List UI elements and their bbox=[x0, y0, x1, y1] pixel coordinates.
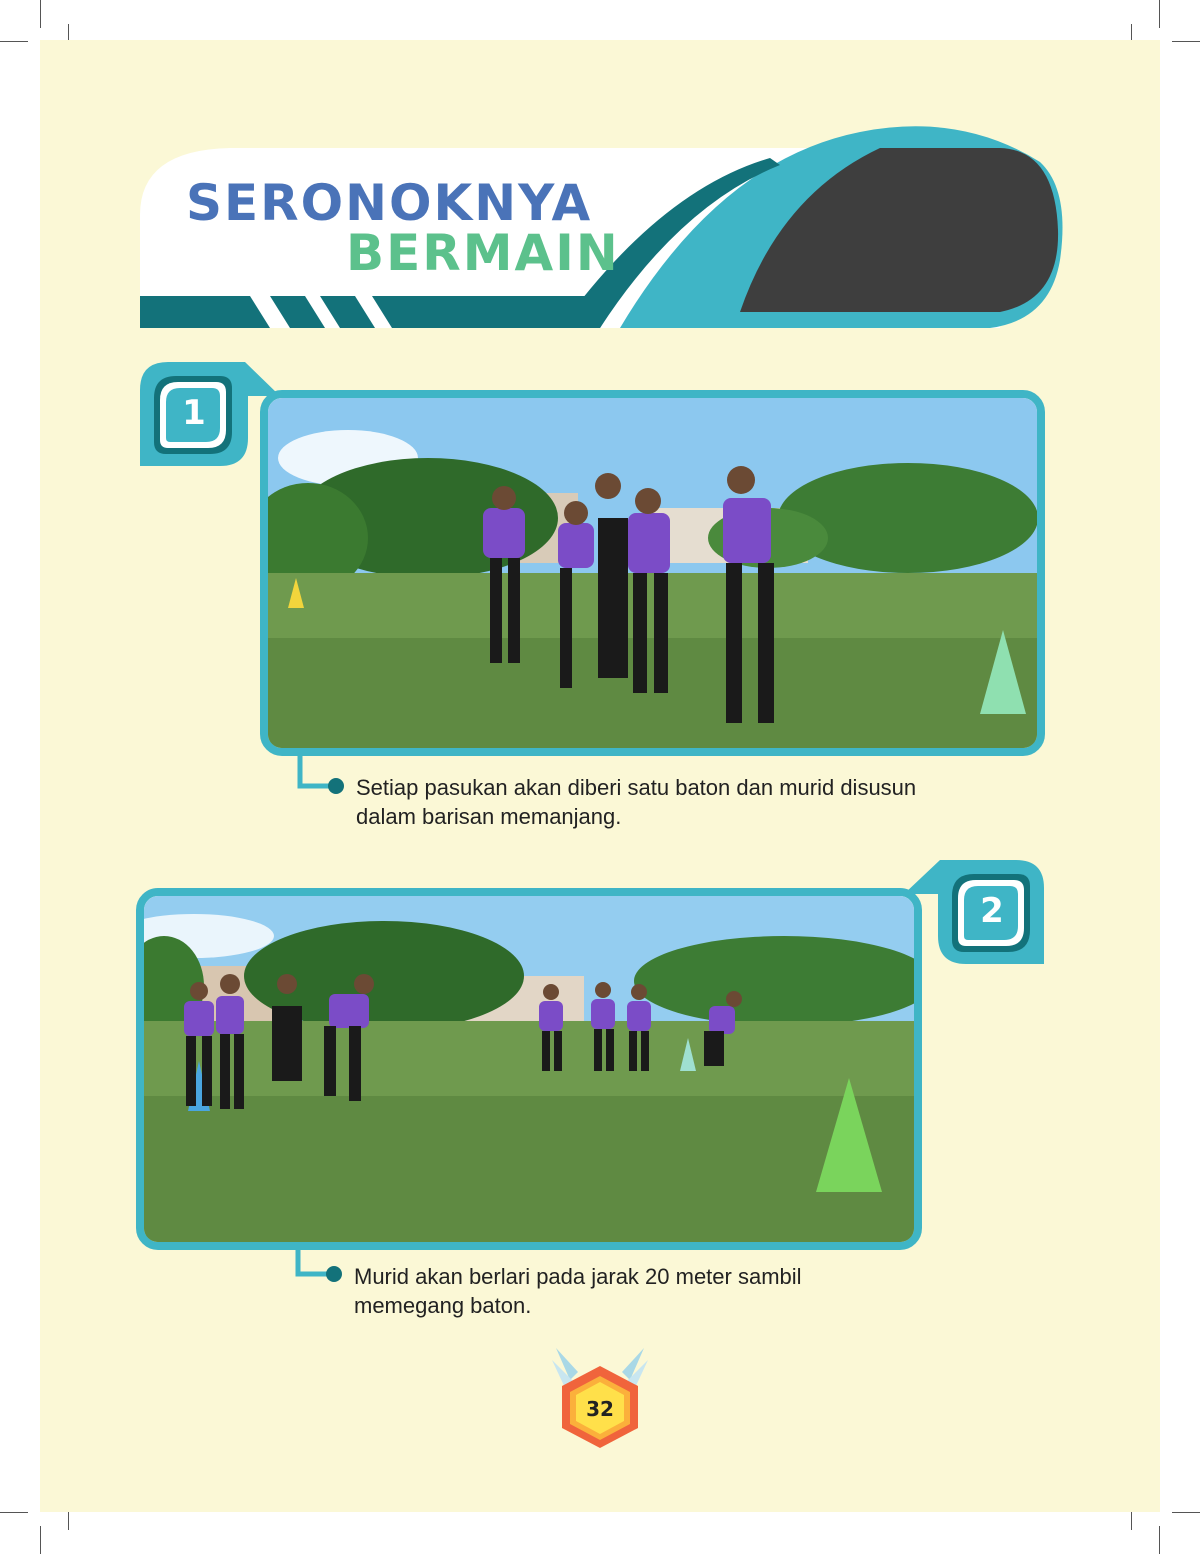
caption-2-connector bbox=[294, 1244, 344, 1284]
step-1-number: 1 bbox=[182, 393, 206, 433]
photo-1-image bbox=[268, 398, 1037, 748]
step-1-caption-line1: Setiap pasukan akan diberi satu baton dan murid disusun bbox=[356, 775, 917, 800]
step-2-caption-line1: Murid akan berlari pada jarak 20 meter sambil bbox=[354, 1264, 802, 1289]
page-number: 32 bbox=[586, 1397, 614, 1421]
crop-mark bbox=[40, 1526, 41, 1554]
caption-1-connector bbox=[296, 756, 346, 796]
activity-photo-1 bbox=[260, 390, 1045, 756]
step-2-number: 2 bbox=[980, 891, 1004, 931]
page-title-line2: BERMAIN bbox=[346, 224, 620, 282]
crop-mark bbox=[1172, 1512, 1200, 1513]
step-1-caption bbox=[356, 773, 916, 831]
header-banner bbox=[0, 0, 1200, 340]
step-2-caption bbox=[354, 1262, 802, 1320]
crop-mark bbox=[0, 1512, 28, 1513]
page-title-line1: SERONOKNYA bbox=[186, 174, 593, 232]
photo-2-image bbox=[144, 896, 914, 1242]
activity-photo-2 bbox=[136, 888, 922, 1250]
step-2-caption-line2: memegang baton. bbox=[354, 1293, 532, 1318]
step-1-caption-line2: dalam barisan memanjang. bbox=[356, 804, 622, 829]
crop-mark bbox=[1159, 1526, 1160, 1554]
